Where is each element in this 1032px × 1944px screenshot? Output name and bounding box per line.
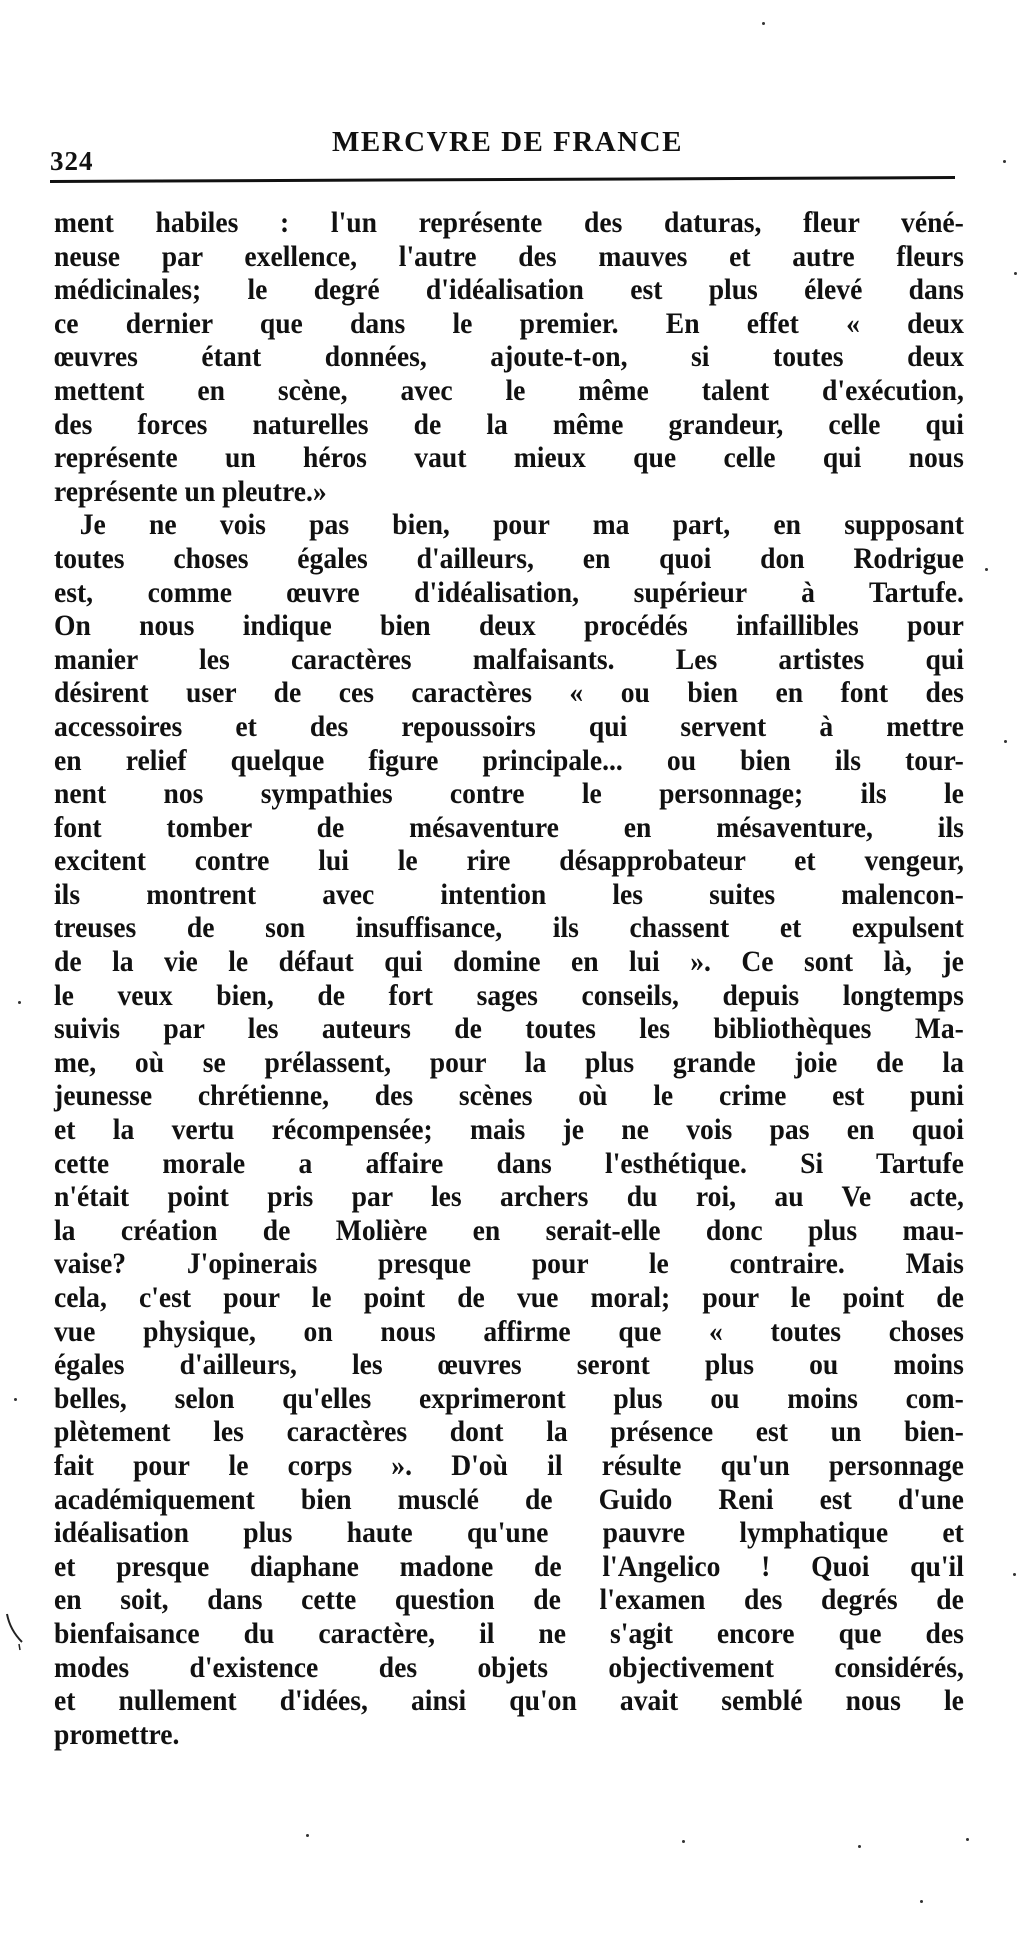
scan-speck: [682, 1840, 685, 1843]
text-line: et nullement d'idées, ainsi qu'on avait semblé nous le: [54, 1684, 964, 1718]
text-line: égales d'ailleurs, les œuvres seront plus ou moins: [54, 1348, 964, 1382]
text-line: plètement les caractères dont la présence est un bien-: [54, 1415, 964, 1449]
running-title: MERCVRE DE FRANCE: [332, 126, 683, 158]
scan-speck: [1004, 740, 1007, 743]
text-line: vaise? J'opinerais presque pour le contraire. Mais: [54, 1247, 964, 1281]
text-line: œuvres étant données, ajoute-t-on, si toutes deux: [54, 340, 964, 374]
text-line: le veux bien, de fort sages conseils, depuis longtemps: [54, 978, 964, 1012]
scan-speck: [762, 22, 765, 25]
text-line: jeunesse chrétienne, des scènes où le crime est puni: [54, 1079, 964, 1113]
scan-speck: [306, 1834, 309, 1837]
text-line: suivis par les auteurs de toutes les bibliothèques Ma-: [54, 1012, 964, 1046]
text-line: manier les caractères malfaisants. Les artistes qui: [54, 642, 964, 676]
text-line: ils montrent avec intention les suites malencon-: [54, 877, 964, 911]
text-line: idéalisation plus haute qu'une pauvre lymphatique et: [54, 1516, 964, 1550]
text-line: nent nos sympathies contre le personnage; ils le: [54, 777, 964, 811]
text-line: médicinales; le degré d'idéalisation est plus élevé dans: [54, 273, 964, 307]
text-line: On nous indique bien deux procédés infaillibles pour: [54, 609, 964, 643]
text-line: excitent contre lui le rire désapprobateur et vengeur,: [54, 844, 964, 878]
text-line: en relief quelque figure principale... ou bien ils tour-: [54, 743, 964, 777]
text-line: treuses de son insuffisance, ils chassent et expulsent: [54, 911, 964, 945]
text-line: belles, selon qu'elles exprimeront plus ou moins com-: [54, 1381, 964, 1415]
text-line: en soit, dans cette question de l'examen des degrés de: [54, 1583, 964, 1617]
text-line: cela, c'est pour le point de vue moral; pour le point de: [54, 1281, 964, 1314]
text-line: représente un pleutre.»: [54, 474, 327, 508]
scan-speck: [1014, 272, 1017, 275]
text-line: représente un héros vaut mieux que celle qui nous: [54, 441, 964, 475]
scan-speck: [985, 568, 988, 571]
text-line: ment habiles : l'un représente des daturas, fleur véné-: [54, 206, 964, 239]
scan-speck: [920, 1900, 923, 1903]
text-line: et presque diaphane madone de l'Angelico ! Quoi qu'il: [54, 1549, 964, 1583]
scan-speck: [14, 1398, 17, 1401]
text-line: n'était point pris par les archers du roi, au Ve acte,: [54, 1180, 964, 1214]
text-line: ce dernier que dans le premier. En effet « deux: [54, 306, 964, 340]
text-line: mettent en scène, avec le même talent d'exécution,: [54, 373, 964, 407]
text-line: toutes choses égales d'ailleurs, en quoi don Rodrigue: [54, 541, 964, 575]
text-line: la création de Molière en serait-elle donc plus mau-: [54, 1213, 964, 1247]
text-line: bienfaisance du caractère, il ne s'agit encore que des: [54, 1616, 964, 1650]
scan-speck: [858, 1845, 861, 1848]
text-line: vue physique, on nous affirme que « toutes choses: [54, 1314, 964, 1348]
text-line: me, où se prélassent, pour la plus grande joie de la: [54, 1045, 964, 1079]
text-line: académiquement bien musclé de Guido Reni est d'une: [54, 1482, 964, 1516]
scan-speck: [966, 1838, 969, 1841]
text-line: neuse par exellence, l'autre des mauves et autre fleurs: [54, 239, 964, 273]
text-line: de la vie le défaut qui domine en lui ». Ce sont là, je: [54, 945, 964, 979]
text-line: des forces naturelles de la même grandeur, celle qui: [54, 407, 964, 441]
text-line: promettre.: [54, 1717, 180, 1751]
page-number: 324: [50, 146, 94, 176]
text-line: fait pour le corps ». D'où il résulte qu'un personnage: [54, 1448, 964, 1482]
scan-speck: [1003, 160, 1006, 163]
text-line: font tomber de mésaventure en mésaventure, ils: [54, 810, 964, 844]
text-line: accessoires et des repoussoirs qui servent à mettre: [54, 709, 964, 743]
scan-speck: [1013, 1573, 1016, 1576]
text-line: Je ne vois pas bien, pour ma part, en supposant: [79, 508, 964, 542]
text-line: cette morale a affaire dans l'esthétique. Si Tartufe: [54, 1146, 964, 1180]
text-line: est, comme œuvre d'idéalisation, supérieur à Tartufe.: [54, 575, 964, 609]
margin-pencil-mark: [4, 1612, 26, 1652]
text-line: et la vertu récompensée; mais je ne vois pas en quoi: [54, 1113, 964, 1147]
page-header: [50, 124, 950, 184]
scan-speck: [18, 1001, 21, 1004]
body-text: [54, 206, 964, 1751]
text-line: désirent user de ces caractères « ou bien en font des: [54, 676, 964, 710]
text-line: modes d'existence des objets objectivement considérés,: [54, 1650, 964, 1684]
